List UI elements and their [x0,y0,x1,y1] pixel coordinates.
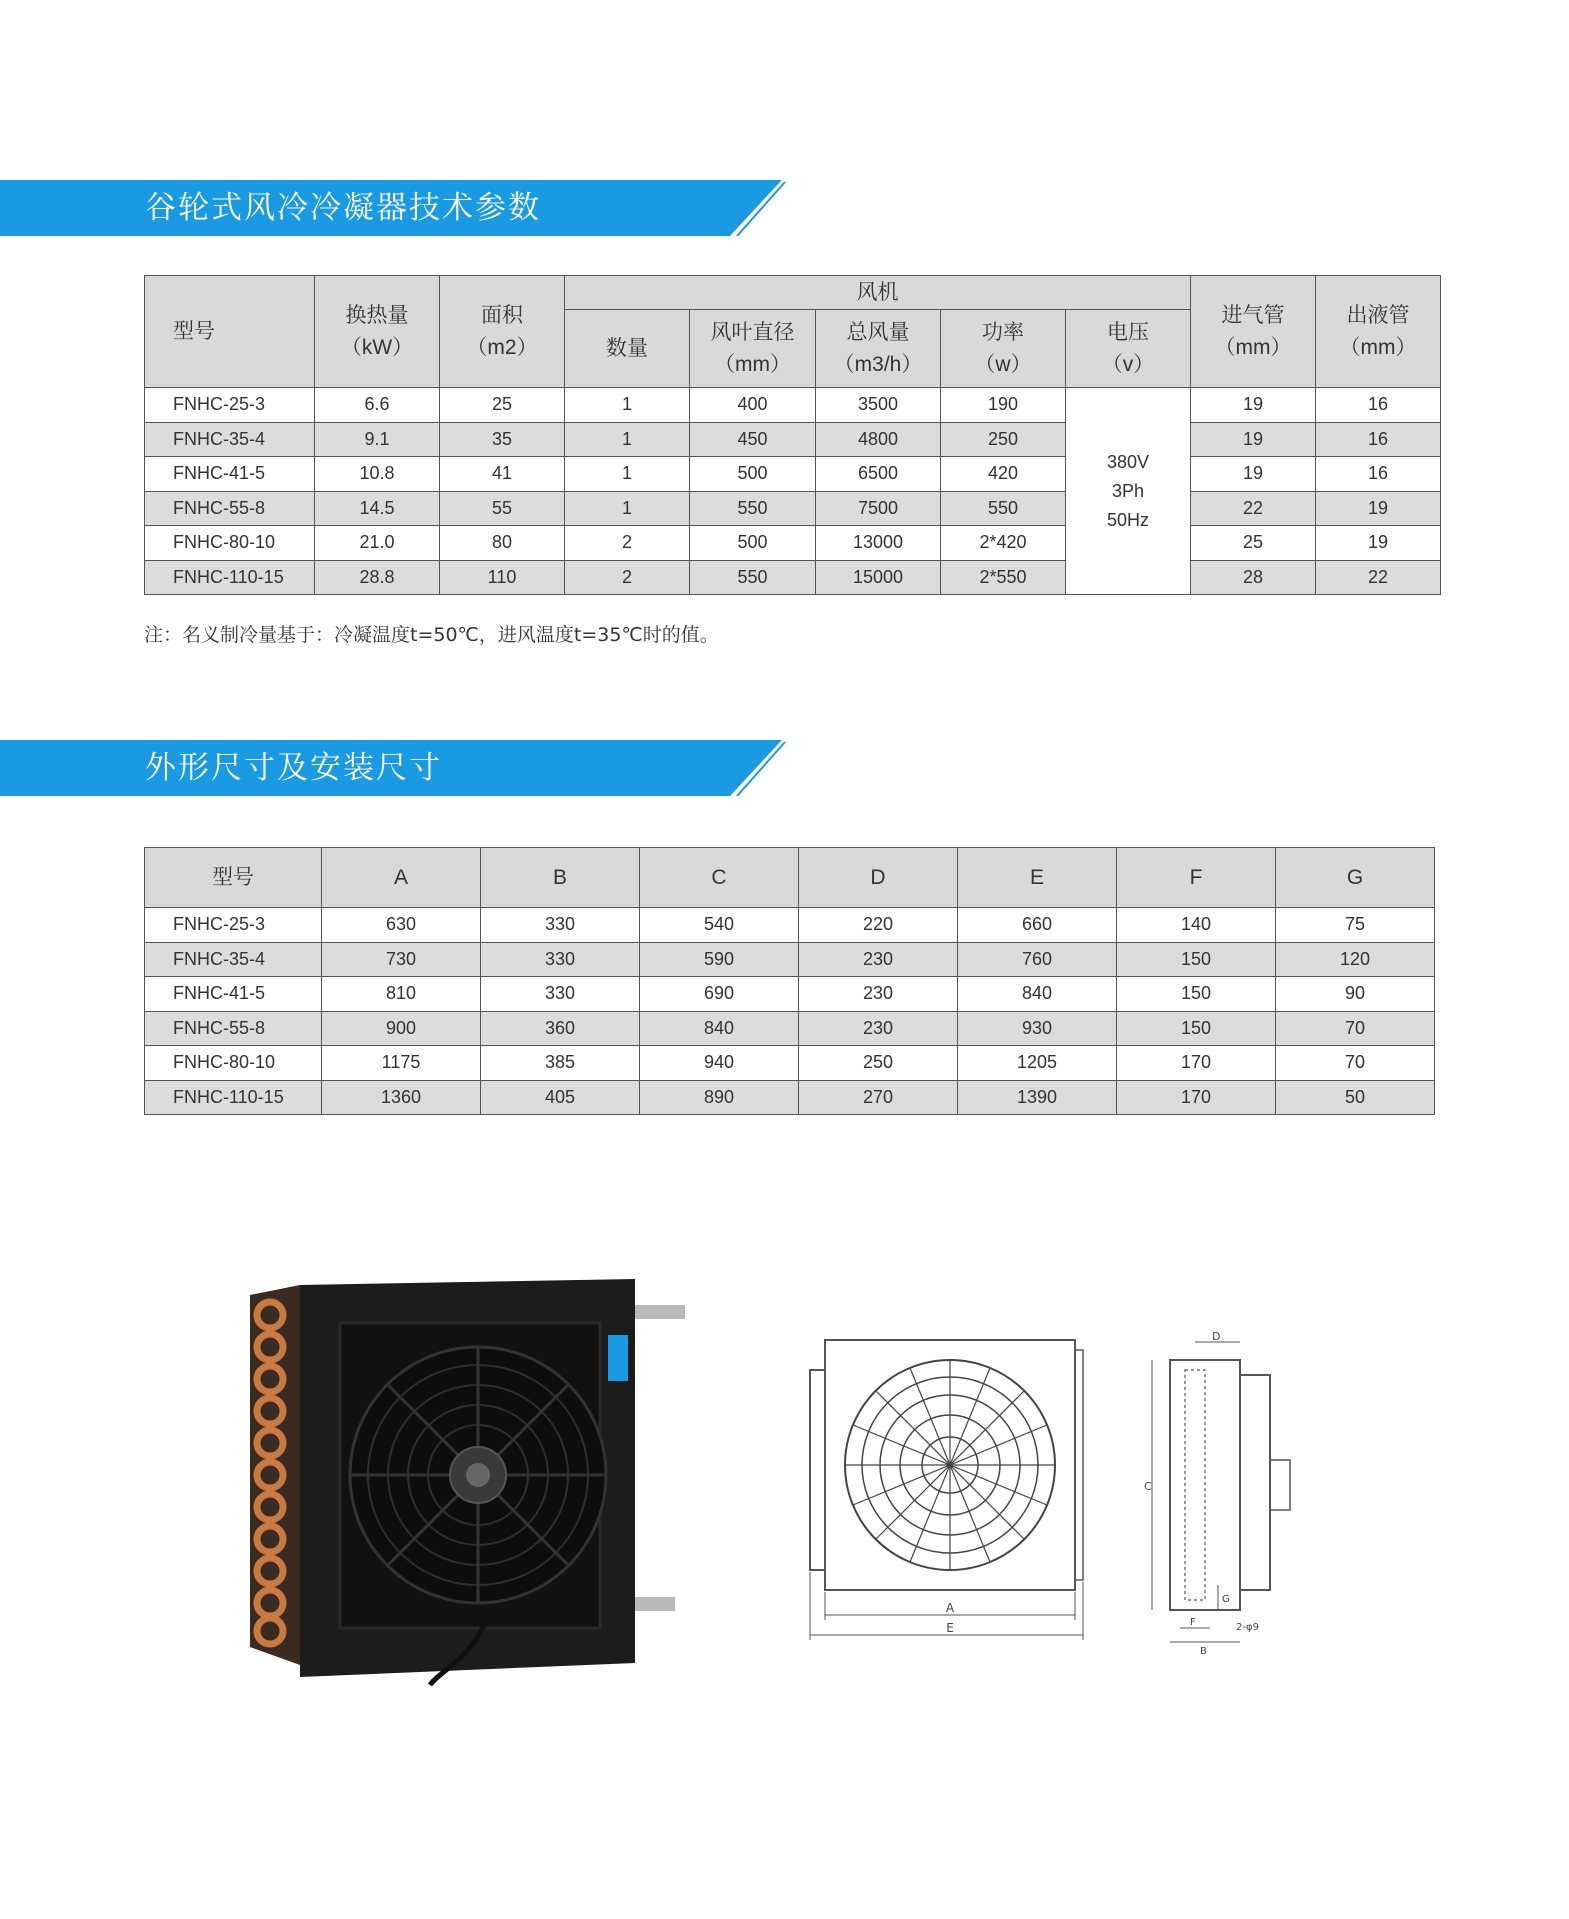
table-header-row [145,848,1435,908]
cell-model: FNHC-25-3 [145,908,322,943]
cell-d: 230 [799,1011,958,1046]
cell-a: 900 [322,1011,481,1046]
cell-power: 250 [941,422,1066,457]
cell-area: 110 [440,560,565,595]
cell-fans: 1 [565,388,690,423]
header-blade-dia-label: 风叶直径 [710,320,795,344]
cell-d: 270 [799,1080,958,1115]
cell-outlet: 16 [1316,457,1441,492]
table-row [145,560,1441,595]
side-view-drawing [1140,1330,1310,1660]
cell-f: 170 [1117,1080,1276,1115]
cell-inlet: 19 [1191,457,1316,492]
cell-model: FNHC-110-15 [145,1080,322,1115]
cell-fans: 1 [565,491,690,526]
dim-label-f: F [1190,1617,1196,1628]
header-voltage [1066,310,1191,388]
header-airflow [816,310,941,388]
cell-area: 41 [440,457,565,492]
cell-area: 25 [440,388,565,423]
dim-label-d: D [1212,1330,1221,1343]
cell-b: 385 [481,1046,640,1081]
cell-model: FNHC-41-5 [145,457,315,492]
cell-airflow: 6500 [816,457,941,492]
dim-label-a: A [945,1601,955,1615]
cell-model: FNHC-55-8 [145,1011,322,1046]
section-banner-dimensions [0,740,790,796]
header-model: 型号 [145,848,322,908]
cell-model: FNHC-55-8 [145,491,315,526]
cell-g: 50 [1276,1080,1435,1115]
dim-label-hole: 2-φ9 [1236,1622,1259,1633]
cell-power: 2*550 [941,560,1066,595]
cell-d: 250 [799,1046,958,1081]
header-area-unit: （m2） [466,335,538,359]
cell-airflow: 15000 [816,560,941,595]
cell-e: 1390 [958,1080,1117,1115]
header-outlet-unit: （mm） [1339,335,1417,359]
cell-model: FNHC-41-5 [145,977,322,1012]
header-inlet [1191,276,1316,388]
voltage-line1: 380V [1106,451,1150,472]
header-power-label: 功率 [982,320,1024,344]
header-fan-group [565,276,1191,310]
cell-c: 540 [640,908,799,943]
cell-g: 120 [1276,942,1435,977]
cell-a: 1175 [322,1046,481,1081]
dim-label-b: B [1200,1646,1207,1657]
cell-a: 810 [322,977,481,1012]
header-blade-dia-unit: （mm） [714,352,791,376]
cell-inlet: 19 [1191,422,1316,457]
section-title-dimensions: 外形尺寸及安装尺寸 [145,750,442,786]
header-f: F [1117,848,1276,908]
header-outlet-label: 出液管 [1346,303,1410,327]
header-g: G [1276,848,1435,908]
cell-fans: 1 [565,422,690,457]
cell-g: 90 [1276,977,1435,1012]
cell-area: 35 [440,422,565,457]
cell-c: 940 [640,1046,799,1081]
cell-f: 150 [1117,942,1276,977]
cell-a: 730 [322,942,481,977]
cell-c: 690 [640,977,799,1012]
header-inlet-label: 进气管 [1221,303,1285,327]
cell-capacity: 14.5 [315,491,440,526]
dim-label-g: G [1222,1594,1230,1605]
header-voltage-unit: （v） [1101,352,1155,376]
dim-label-c: C [1144,1480,1152,1493]
cell-c: 590 [640,942,799,977]
cell-power: 550 [941,491,1066,526]
cell-dia: 450 [690,422,816,457]
table-row [145,908,1435,943]
header-model [145,276,315,388]
cell-inlet: 19 [1191,388,1316,423]
header-fan-group-label: 风机 [856,280,899,304]
cell-g: 70 [1276,1011,1435,1046]
header-airflow-label: 总风量 [846,320,910,344]
cell-power: 2*420 [941,526,1066,561]
cell-airflow: 4800 [816,422,941,457]
cell-airflow: 3500 [816,388,941,423]
cell-e: 660 [958,908,1117,943]
table-header-row [145,276,1441,310]
table-row [145,526,1441,561]
header-c: C [640,848,799,908]
cell-capacity: 10.8 [315,457,440,492]
fan-guard [350,1347,606,1603]
condenser-photo [240,1275,700,1695]
front-view-drawing [800,1330,1100,1660]
cell-c: 890 [640,1080,799,1115]
cell-g: 75 [1276,908,1435,943]
table-row [145,422,1441,457]
voltage-line3: 50Hz [1107,509,1150,530]
cell-e: 930 [958,1011,1117,1046]
cell-outlet: 16 [1316,388,1441,423]
cell-e: 1205 [958,1046,1117,1081]
cell-a: 1360 [322,1080,481,1115]
cell-model: FNHC-35-4 [145,422,315,457]
header-model-label: 型号 [173,319,215,343]
cell-outlet: 19 [1316,526,1441,561]
dimensions-table [144,847,1435,1115]
table-row [145,1046,1435,1081]
cell-airflow: 13000 [816,526,941,561]
table-row [145,1011,1435,1046]
cell-outlet: 19 [1316,491,1441,526]
cell-fans: 2 [565,526,690,561]
header-d: D [799,848,958,908]
table-row [145,977,1435,1012]
footnote: 注：名义制冷量基于：冷凝温度t=50℃，进风温度t=35℃时的值。 [144,624,719,646]
cell-voltage-merged [1066,388,1191,595]
cell-inlet: 28 [1191,560,1316,595]
header-inlet-unit: （mm） [1214,335,1292,359]
header-e: E [958,848,1117,908]
table-row [145,942,1435,977]
cell-dia: 500 [690,526,816,561]
dim-label-e: E [946,1621,954,1635]
header-a: A [322,848,481,908]
cell-e: 840 [958,977,1117,1012]
cell-model: FNHC-80-10 [145,1046,322,1081]
cell-capacity: 28.8 [315,560,440,595]
cell-b: 360 [481,1011,640,1046]
cell-model: FNHC-25-3 [145,388,315,423]
cell-fans: 2 [565,560,690,595]
cell-inlet: 22 [1191,491,1316,526]
cell-model: FNHC-110-15 [145,560,315,595]
table-row [145,388,1441,423]
header-outlet [1316,276,1441,388]
cell-power: 420 [941,457,1066,492]
header-capacity-label: 换热量 [345,303,409,327]
header-voltage-label: 电压 [1107,320,1150,344]
table-row [145,491,1441,526]
table-row [145,457,1441,492]
voltage-line2: 3Ph [1112,480,1145,501]
cell-f: 170 [1117,1046,1276,1081]
cell-dia: 500 [690,457,816,492]
cell-outlet: 16 [1316,422,1441,457]
cell-inlet: 25 [1191,526,1316,561]
header-airflow-unit: （m3/h） [833,352,923,376]
section-title-specs: 谷轮式风冷冷凝器技术参数 [145,190,541,226]
cell-g: 70 [1276,1046,1435,1081]
cell-b: 330 [481,942,640,977]
section-banner-specs [0,180,790,236]
cell-d: 230 [799,977,958,1012]
table-row [145,1080,1435,1115]
header-blade-dia [690,310,816,388]
cell-b: 330 [481,908,640,943]
header-fan-count-label: 数量 [606,336,648,360]
cell-f: 150 [1117,977,1276,1012]
cell-b: 405 [481,1080,640,1115]
header-capacity-unit: （kW） [340,335,414,359]
cell-a: 630 [322,908,481,943]
cell-b: 330 [481,977,640,1012]
cell-d: 230 [799,942,958,977]
cell-outlet: 22 [1316,560,1441,595]
cell-airflow: 7500 [816,491,941,526]
cell-area: 80 [440,526,565,561]
cell-f: 140 [1117,908,1276,943]
header-power [941,310,1066,388]
header-area-label: 面积 [481,303,523,327]
cell-d: 220 [799,908,958,943]
cell-dia: 550 [690,560,816,595]
specs-table [144,275,1441,595]
header-area [440,276,565,388]
cell-model: FNHC-80-10 [145,526,315,561]
header-fan-count [565,310,690,388]
cell-dia: 550 [690,491,816,526]
cell-power: 190 [941,388,1066,423]
cell-f: 150 [1117,1011,1276,1046]
cell-c: 840 [640,1011,799,1046]
header-power-unit: （w） [974,352,1032,376]
header-b: B [481,848,640,908]
cell-model: FNHC-35-4 [145,942,322,977]
cell-e: 760 [958,942,1117,977]
cell-capacity: 21.0 [315,526,440,561]
cell-area: 55 [440,491,565,526]
cell-dia: 400 [690,388,816,423]
cell-fans: 1 [565,457,690,492]
header-capacity [315,276,440,388]
cell-capacity: 6.6 [315,388,440,423]
cell-capacity: 9.1 [315,422,440,457]
